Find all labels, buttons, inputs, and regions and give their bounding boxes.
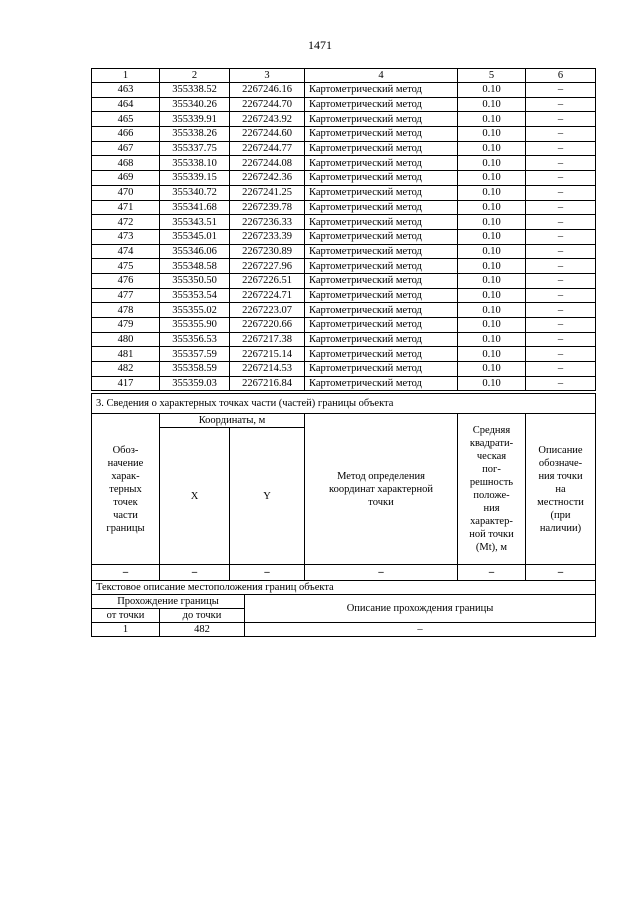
y-coordinate-cell: 2267236.33 (230, 215, 305, 230)
method-cell: Картометрический метод (305, 259, 458, 274)
point-number-cell: 472 (92, 215, 160, 230)
description-cell: – (526, 376, 596, 391)
accuracy-cell: 0.10 (458, 347, 526, 362)
description-cell: – (526, 303, 596, 318)
table-row (92, 200, 596, 215)
passage-description-cell: – (245, 623, 596, 637)
column-number-header: 3 (230, 69, 305, 83)
description-cell: – (526, 141, 596, 156)
x-coordinate-cell: 355338.26 (160, 127, 230, 142)
method-cell: Картометрический метод (305, 83, 458, 98)
x-coordinate-cell: 355337.75 (160, 141, 230, 156)
accuracy-cell: 0.10 (458, 273, 526, 288)
coordinates-header-row (92, 69, 596, 83)
description-cell: – (526, 156, 596, 171)
y-coordinate-cell: 2267224.71 (230, 288, 305, 303)
y-coordinate-cell: 2267233.39 (230, 229, 305, 244)
table-row (92, 259, 596, 274)
description-cell: – (526, 171, 596, 186)
point-number-cell: 464 (92, 97, 160, 112)
x-coordinate-cell: 355343.51 (160, 215, 230, 230)
y-coordinate-cell: 2267241.25 (230, 185, 305, 200)
column-number-header: 1 (92, 69, 160, 83)
empty-cell: – (230, 565, 305, 581)
y-coordinate-cell: 2267242.36 (230, 171, 305, 186)
x-coordinate-cell: 355355.02 (160, 303, 230, 318)
description-cell: – (526, 347, 596, 362)
empty-cell: – (160, 565, 230, 581)
accuracy-cell: 0.10 (458, 229, 526, 244)
table-row (92, 127, 596, 142)
description-cell: – (526, 362, 596, 377)
boundary-description-title: Текстовое описание местоположения границ объекта (92, 581, 596, 595)
method-cell: Картометрический метод (305, 303, 458, 318)
table-row (92, 171, 596, 186)
point-number-cell: 463 (92, 83, 160, 98)
description-cell: – (526, 288, 596, 303)
point-number-cell: 471 (92, 200, 160, 215)
point-number-cell: 482 (92, 362, 160, 377)
accuracy-cell: 0.10 (458, 259, 526, 274)
table-row (92, 156, 596, 171)
x-coordinate-cell: 355353.54 (160, 288, 230, 303)
y-coordinate-cell: 2267226.51 (230, 273, 305, 288)
method-cell: Картометрический метод (305, 97, 458, 112)
accuracy-cell: 0.10 (458, 171, 526, 186)
column-number-header: 4 (305, 69, 458, 83)
method-cell: Картометрический метод (305, 229, 458, 244)
table-row (92, 141, 596, 156)
accuracy-cell: 0.10 (458, 200, 526, 215)
x-coordinate-cell: 355340.26 (160, 97, 230, 112)
coordinates-table (91, 68, 596, 391)
x-coordinate-cell: 355359.03 (160, 376, 230, 391)
x-coordinate-cell: 355339.91 (160, 112, 230, 127)
method-cell: Картометрический метод (305, 244, 458, 259)
table-row (92, 318, 596, 333)
x-coordinate-cell: 355356.53 (160, 332, 230, 347)
y-coordinate-cell: 2267246.16 (230, 83, 305, 98)
point-number-cell: 466 (92, 127, 160, 142)
empty-cell: – (305, 565, 458, 581)
description-cell: – (526, 318, 596, 333)
description-cell: – (526, 332, 596, 347)
method-cell: Картометрический метод (305, 141, 458, 156)
method-cell: Картометрический метод (305, 127, 458, 142)
point-number-cell: 469 (92, 171, 160, 186)
description-cell: – (526, 229, 596, 244)
y-coordinate-cell: 2267243.92 (230, 112, 305, 127)
parts-points-table (91, 393, 596, 581)
description-cell: – (526, 215, 596, 230)
description-cell: – (526, 185, 596, 200)
accuracy-cell: 0.10 (458, 244, 526, 259)
table-row (92, 303, 596, 318)
y-coordinate-cell: 2267244.70 (230, 97, 305, 112)
point-number-cell: 474 (92, 244, 160, 259)
point-number-cell: 468 (92, 156, 160, 171)
method-header: Метод определения координат характерной точки (305, 414, 458, 565)
table-row (92, 229, 596, 244)
y-coordinate-cell: 2267220.66 (230, 318, 305, 333)
accuracy-cell: 0.10 (458, 185, 526, 200)
table-row (92, 97, 596, 112)
description-cell: – (526, 83, 596, 98)
table-row (92, 112, 596, 127)
x-coordinate-cell: 355350.50 (160, 273, 230, 288)
table-row (92, 273, 596, 288)
empty-cell: – (458, 565, 526, 581)
accuracy-cell: 0.10 (458, 332, 526, 347)
table-row (92, 83, 596, 98)
accuracy-header: Средняя квадрати- ческая пог- решность положе- ния характер- ной точки (Mt), м (458, 414, 526, 565)
designation-header: Обоз- начение харак- терных точек части границы (92, 414, 160, 565)
y-coordinate-cell: 2267217.38 (230, 332, 305, 347)
accuracy-cell: 0.10 (458, 141, 526, 156)
point-number-cell: 473 (92, 229, 160, 244)
coordinates-header: Координаты, м (160, 414, 305, 428)
accuracy-cell: 0.10 (458, 288, 526, 303)
table-row (92, 244, 596, 259)
passage-header: Прохождение границы (92, 595, 245, 609)
accuracy-cell: 0.10 (458, 97, 526, 112)
y-coordinate-cell: 2267244.08 (230, 156, 305, 171)
x-coordinate-cell: 355346.06 (160, 244, 230, 259)
description-cell: – (526, 112, 596, 127)
point-number-cell: 465 (92, 112, 160, 127)
description-cell: – (526, 97, 596, 112)
table-row (92, 362, 596, 377)
point-number-cell: 478 (92, 303, 160, 318)
description-cell: – (526, 244, 596, 259)
x-header: X (160, 428, 230, 565)
accuracy-cell: 0.10 (458, 362, 526, 377)
accuracy-cell: 0.10 (458, 83, 526, 98)
point-number-cell: 417 (92, 376, 160, 391)
method-cell: Картометрический метод (305, 288, 458, 303)
y-coordinate-cell: 2267215.14 (230, 347, 305, 362)
method-cell: Картометрический метод (305, 332, 458, 347)
description-cell: – (526, 200, 596, 215)
from-point-cell: 1 (92, 623, 160, 637)
x-coordinate-cell: 355345.01 (160, 229, 230, 244)
accuracy-cell: 0.10 (458, 303, 526, 318)
y-coordinate-cell: 2267227.96 (230, 259, 305, 274)
empty-cell: – (92, 565, 160, 581)
parts-section-title: 3. Сведения о характерных точках части (частей) границы объекта (92, 394, 596, 414)
accuracy-cell: 0.10 (458, 215, 526, 230)
point-number-cell: 481 (92, 347, 160, 362)
column-number-header: 5 (458, 69, 526, 83)
table-row (92, 215, 596, 230)
x-coordinate-cell: 355338.10 (160, 156, 230, 171)
table-row (92, 332, 596, 347)
method-cell: Картометрический метод (305, 376, 458, 391)
method-cell: Картометрический метод (305, 347, 458, 362)
description-cell: – (526, 259, 596, 274)
accuracy-cell: 0.10 (458, 112, 526, 127)
table-row (92, 185, 596, 200)
boundary-description-table (91, 580, 596, 637)
y-coordinate-cell: 2267216.84 (230, 376, 305, 391)
to-point-cell: 482 (160, 623, 245, 637)
table-row (92, 376, 596, 391)
page-number: 1471 (308, 38, 332, 52)
x-coordinate-cell: 355338.52 (160, 83, 230, 98)
column-number-header: 6 (526, 69, 596, 83)
method-cell: Картометрический метод (305, 156, 458, 171)
empty-cell: – (526, 565, 596, 581)
x-coordinate-cell: 355340.72 (160, 185, 230, 200)
method-cell: Картометрический метод (305, 215, 458, 230)
accuracy-cell: 0.10 (458, 127, 526, 142)
point-number-cell: 477 (92, 288, 160, 303)
table-row (92, 347, 596, 362)
point-number-cell: 475 (92, 259, 160, 274)
from-point-header: от точки (92, 609, 160, 623)
y-coordinate-cell: 2267223.07 (230, 303, 305, 318)
x-coordinate-cell: 355348.58 (160, 259, 230, 274)
accuracy-cell: 0.10 (458, 156, 526, 171)
y-coordinate-cell: 2267244.60 (230, 127, 305, 142)
y-coordinate-cell: 2267230.89 (230, 244, 305, 259)
method-cell: Картометрический метод (305, 185, 458, 200)
method-cell: Картометрический метод (305, 200, 458, 215)
point-number-cell: 467 (92, 141, 160, 156)
method-cell: Картометрический метод (305, 318, 458, 333)
x-coordinate-cell: 355339.15 (160, 171, 230, 186)
method-cell: Картометрический метод (305, 112, 458, 127)
point-number-cell: 476 (92, 273, 160, 288)
description-cell: – (526, 273, 596, 288)
y-coordinate-cell: 2267244.77 (230, 141, 305, 156)
point-number-cell: 479 (92, 318, 160, 333)
y-coordinate-cell: 2267214.53 (230, 362, 305, 377)
table-row (92, 288, 596, 303)
accuracy-cell: 0.10 (458, 318, 526, 333)
x-coordinate-cell: 355358.59 (160, 362, 230, 377)
y-header: Y (230, 428, 305, 565)
point-number-cell: 480 (92, 332, 160, 347)
method-cell: Картометрический метод (305, 171, 458, 186)
point-description-header: Описание обозначе- ния точки на местности (при наличии) (526, 414, 596, 565)
x-coordinate-cell: 355355.90 (160, 318, 230, 333)
to-point-header: до точки (160, 609, 245, 623)
accuracy-cell: 0.10 (458, 376, 526, 391)
y-coordinate-cell: 2267239.78 (230, 200, 305, 215)
x-coordinate-cell: 355341.68 (160, 200, 230, 215)
point-number-cell: 470 (92, 185, 160, 200)
x-coordinate-cell: 355357.59 (160, 347, 230, 362)
method-cell: Картометрический метод (305, 362, 458, 377)
description-cell: – (526, 127, 596, 142)
column-number-header: 2 (160, 69, 230, 83)
description-header: Описание прохождения границы (245, 595, 596, 623)
method-cell: Картометрический метод (305, 273, 458, 288)
